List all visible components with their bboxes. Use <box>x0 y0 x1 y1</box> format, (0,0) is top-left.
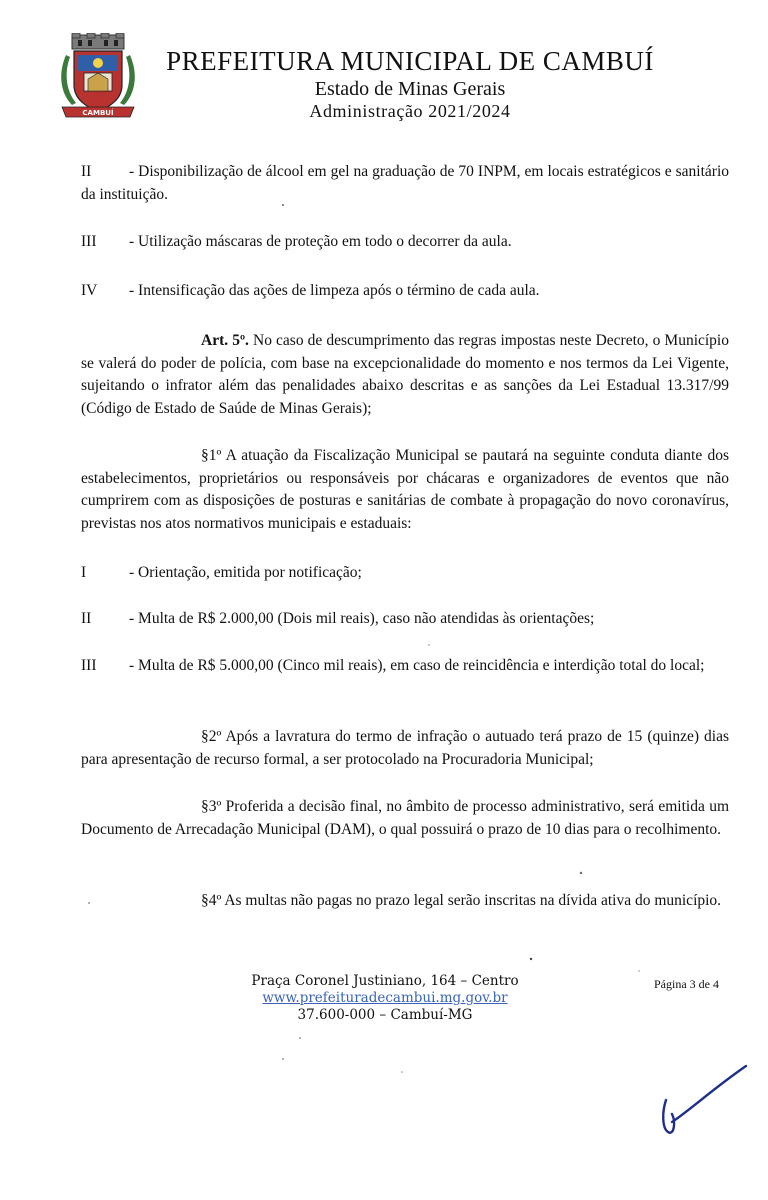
page-title: PREFEITURA MUNICIPAL DE CAMBUÍ <box>166 46 654 76</box>
paragraph-text: §4º As multas não pagas no prazo legal serão inscritas na dívida ativa do município. <box>201 892 722 909</box>
footer-address: Praça Coronel Justiniano, 164 – Centro <box>251 973 519 989</box>
paragraph-text: §1º A atuação da Fiscalização Municipal se pautará na seguinte conduta diante dos estabelecimentos, proprietários ou responsáveis por chácaras e organizadores de eventos que não cumprirem com as disposições de posturas e sanitárias de combate à propagação do novo coronavírus, previstas nos atos normativos municipais e estaduais: <box>81 447 729 532</box>
municipal-crest-icon <box>58 33 138 121</box>
paragraph-1 <box>81 445 729 535</box>
paragraph-2 <box>81 726 729 771</box>
paragraph-4 <box>81 890 729 913</box>
article-text: No caso de descumprimento das regras impostas neste Decreto, o Município se valerá do poder de polícia, com base na excepcionalidade do momento e nos termos da Lei Vigente, sujeitando o infrator além das penalidades abaixo descritas e as sanções da Lei Estadual 13.317/99 (Código de Estado de Saúde de Minas Gerais); <box>81 332 729 417</box>
item-text: - Orientação, emitida por notificação; <box>129 564 362 581</box>
footer-website-link[interactable]: www.prefeituradecambui.mg.gov.br <box>262 990 508 1006</box>
page-number: Página 3 de 4 <box>654 977 719 991</box>
item-iv <box>81 280 729 303</box>
item-number: I <box>81 564 87 581</box>
item-number: II <box>81 610 92 627</box>
item-number: III <box>81 657 97 674</box>
handwritten-initial-signature <box>652 1062 752 1142</box>
paragraph-text: §2º Após a lavratura do termo de infração o autuado terá prazo de 15 (quinze) dias para apresentação de recurso formal, a ser protocolado na Procuradoria Municipal; <box>81 728 729 768</box>
paragraph-text: §3º Proferida a decisão final, no âmbito de processo administrativo, será emitida um Documento de Arrecadação Municipal (DAM), o qual possuirá o prazo de 10 dias para o recolhimento. <box>81 798 729 838</box>
administration-subtitle: Administração 2021/2024 <box>309 101 511 121</box>
article-label: Art. 5º. <box>201 332 249 349</box>
penalty-iii <box>81 655 729 678</box>
item-text: - Multa de R$ 5.000,00 (Cinco mil reais), em caso de reincidência e interdição total do local; <box>129 657 705 674</box>
item-number: II <box>81 163 92 180</box>
paragraph-3 <box>81 796 729 841</box>
item-iii <box>81 231 729 254</box>
penalty-i <box>81 562 729 585</box>
item-text: - Intensificação das ações de limpeza após o término de cada aula. <box>129 282 540 299</box>
item-ii <box>81 161 729 206</box>
footer-postal: 37.600-000 – Cambuí-MG <box>297 1007 473 1023</box>
item-text: - Multa de R$ 2.000,00 (Dois mil reais), caso não atendidas às orientações; <box>129 610 595 627</box>
item-number: III <box>81 233 97 250</box>
crest-banner-text: CAMBUÍ <box>82 109 114 117</box>
item-text: - Disponibilização de álcool em gel na graduação de 70 INPM, em locais estratégicos e sanitário da instituição. <box>81 163 729 203</box>
penalty-ii <box>81 608 729 631</box>
item-number: IV <box>81 282 98 299</box>
article-5 <box>81 330 729 420</box>
state-subtitle: Estado de Minas Gerais <box>314 78 506 100</box>
item-text: - Utilização máscaras de proteção em todo o decorrer da aula. <box>129 233 512 250</box>
